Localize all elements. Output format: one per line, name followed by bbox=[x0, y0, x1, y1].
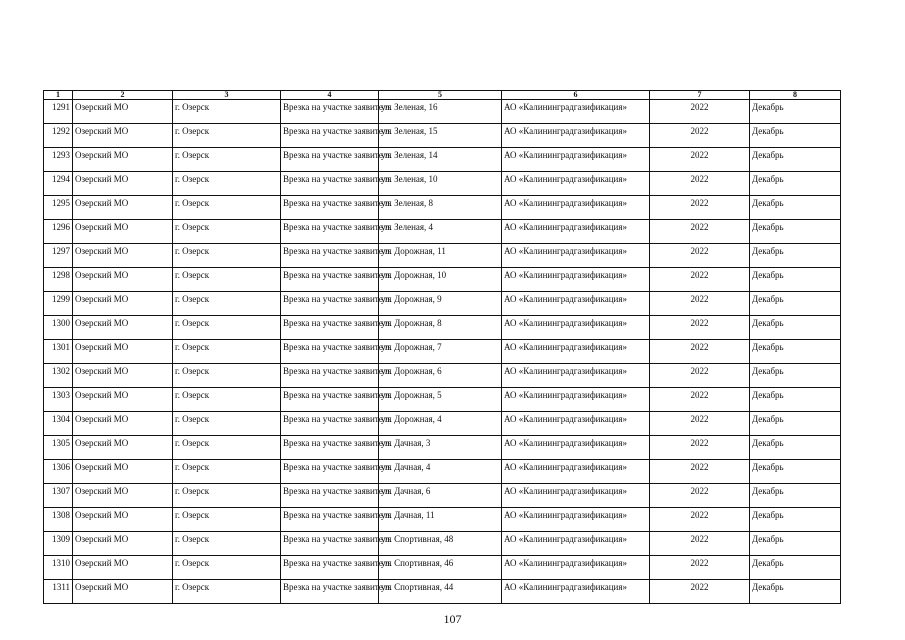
cell-address: ул. Зеленая, 8 bbox=[379, 196, 502, 220]
cell-locality: г. Озерск bbox=[173, 268, 281, 292]
cell-year: 2022 bbox=[650, 436, 750, 460]
cell-locality: г. Озерск bbox=[173, 244, 281, 268]
column-header: 7 bbox=[650, 91, 750, 100]
document-table bbox=[43, 90, 841, 604]
cell-work-type: Врезка на участке заявителя bbox=[281, 508, 379, 532]
table-row bbox=[44, 220, 841, 244]
cell-work-type: Врезка на участке заявителя bbox=[281, 100, 379, 124]
cell-locality: г. Озерск bbox=[173, 316, 281, 340]
cell-year: 2022 bbox=[650, 388, 750, 412]
cell-month: Декабрь bbox=[750, 292, 841, 316]
cell-row-number: 1295 bbox=[44, 196, 73, 220]
cell-locality: г. Озерск bbox=[173, 100, 281, 124]
cell-year: 2022 bbox=[650, 220, 750, 244]
cell-organization: АО «Калининградгазификация» bbox=[502, 484, 650, 508]
cell-row-number: 1305 bbox=[44, 436, 73, 460]
table-row bbox=[44, 412, 841, 436]
cell-locality: г. Озерск bbox=[173, 508, 281, 532]
cell-row-number: 1292 bbox=[44, 124, 73, 148]
cell-district: Озерский МО bbox=[73, 436, 173, 460]
column-header: 4 bbox=[281, 91, 379, 100]
cell-district: Озерский МО bbox=[73, 484, 173, 508]
cell-organization: АО «Калининградгазификация» bbox=[502, 100, 650, 124]
column-header: 5 bbox=[379, 91, 502, 100]
cell-address: ул. Дорожная, 10 bbox=[379, 268, 502, 292]
cell-address: ул. Зеленая, 4 bbox=[379, 220, 502, 244]
cell-year: 2022 bbox=[650, 460, 750, 484]
cell-row-number: 1294 bbox=[44, 172, 73, 196]
cell-year: 2022 bbox=[650, 316, 750, 340]
cell-month: Декабрь bbox=[750, 388, 841, 412]
cell-organization: АО «Калининградгазификация» bbox=[502, 124, 650, 148]
column-header: 2 bbox=[73, 91, 173, 100]
cell-year: 2022 bbox=[650, 244, 750, 268]
cell-year: 2022 bbox=[650, 100, 750, 124]
table-row bbox=[44, 196, 841, 220]
cell-district: Озерский МО bbox=[73, 532, 173, 556]
cell-month: Декабрь bbox=[750, 556, 841, 580]
cell-row-number: 1291 bbox=[44, 100, 73, 124]
table-row bbox=[44, 436, 841, 460]
cell-month: Декабрь bbox=[750, 532, 841, 556]
cell-year: 2022 bbox=[650, 556, 750, 580]
cell-address: ул. Дорожная, 5 bbox=[379, 388, 502, 412]
cell-work-type: Врезка на участке заявителя bbox=[281, 460, 379, 484]
table-row bbox=[44, 388, 841, 412]
cell-organization: АО «Калининградгазификация» bbox=[502, 268, 650, 292]
cell-locality: г. Озерск bbox=[173, 412, 281, 436]
cell-locality: г. Озерск bbox=[173, 340, 281, 364]
cell-month: Декабрь bbox=[750, 316, 841, 340]
cell-year: 2022 bbox=[650, 148, 750, 172]
cell-district: Озерский МО bbox=[73, 508, 173, 532]
cell-district: Озерский МО bbox=[73, 268, 173, 292]
cell-row-number: 1301 bbox=[44, 340, 73, 364]
cell-month: Декабрь bbox=[750, 172, 841, 196]
cell-address: ул. Дорожная, 6 bbox=[379, 364, 502, 388]
cell-address: ул. Дорожная, 11 bbox=[379, 244, 502, 268]
cell-organization: АО «Калининградгазификация» bbox=[502, 436, 650, 460]
cell-district: Озерский МО bbox=[73, 580, 173, 604]
cell-address: ул. Дачная, 3 bbox=[379, 436, 502, 460]
cell-district: Озерский МО bbox=[73, 148, 173, 172]
cell-organization: АО «Калининградгазификация» bbox=[502, 220, 650, 244]
cell-row-number: 1299 bbox=[44, 292, 73, 316]
cell-month: Декабрь bbox=[750, 508, 841, 532]
cell-organization: АО «Калининградгазификация» bbox=[502, 316, 650, 340]
table-row bbox=[44, 316, 841, 340]
cell-organization: АО «Калининградгазификация» bbox=[502, 412, 650, 436]
cell-organization: АО «Калининградгазификация» bbox=[502, 244, 650, 268]
cell-row-number: 1300 bbox=[44, 316, 73, 340]
header-row bbox=[44, 91, 841, 100]
cell-locality: г. Озерск bbox=[173, 292, 281, 316]
cell-month: Декабрь bbox=[750, 412, 841, 436]
cell-year: 2022 bbox=[650, 508, 750, 532]
cell-district: Озерский МО bbox=[73, 196, 173, 220]
cell-district: Озерский МО bbox=[73, 244, 173, 268]
cell-locality: г. Озерск bbox=[173, 580, 281, 604]
cell-work-type: Врезка на участке заявителя bbox=[281, 436, 379, 460]
cell-district: Озерский МО bbox=[73, 460, 173, 484]
cell-locality: г. Озерск bbox=[173, 172, 281, 196]
cell-district: Озерский МО bbox=[73, 292, 173, 316]
cell-address: ул. Зеленая, 14 bbox=[379, 148, 502, 172]
cell-work-type: Врезка на участке заявителя bbox=[281, 220, 379, 244]
cell-address: ул. Дорожная, 7 bbox=[379, 340, 502, 364]
cell-locality: г. Озерск bbox=[173, 532, 281, 556]
cell-row-number: 1307 bbox=[44, 484, 73, 508]
cell-organization: АО «Калининградгазификация» bbox=[502, 388, 650, 412]
column-header: 3 bbox=[173, 91, 281, 100]
cell-month: Декабрь bbox=[750, 580, 841, 604]
cell-address: ул. Дорожная, 8 bbox=[379, 316, 502, 340]
cell-month: Декабрь bbox=[750, 460, 841, 484]
table-row bbox=[44, 364, 841, 388]
cell-district: Озерский МО bbox=[73, 220, 173, 244]
cell-district: Озерский МО bbox=[73, 412, 173, 436]
cell-address: ул. Спортивная, 44 bbox=[379, 580, 502, 604]
cell-address: ул. Дачная, 11 bbox=[379, 508, 502, 532]
table-row bbox=[44, 532, 841, 556]
cell-month: Декабрь bbox=[750, 484, 841, 508]
cell-work-type: Врезка на участке заявителя bbox=[281, 196, 379, 220]
table-body bbox=[44, 100, 841, 604]
cell-month: Декабрь bbox=[750, 340, 841, 364]
cell-work-type: Врезка на участке заявителя bbox=[281, 244, 379, 268]
cell-month: Декабрь bbox=[750, 244, 841, 268]
cell-year: 2022 bbox=[650, 532, 750, 556]
cell-work-type: Врезка на участке заявителя bbox=[281, 124, 379, 148]
cell-row-number: 1302 bbox=[44, 364, 73, 388]
cell-organization: АО «Калининградгазификация» bbox=[502, 292, 650, 316]
cell-work-type: Врезка на участке заявителя bbox=[281, 268, 379, 292]
column-header: 1 bbox=[44, 91, 73, 100]
cell-district: Озерский МО bbox=[73, 556, 173, 580]
table-row bbox=[44, 340, 841, 364]
cell-district: Озерский МО bbox=[73, 340, 173, 364]
cell-month: Декабрь bbox=[750, 436, 841, 460]
cell-month: Декабрь bbox=[750, 196, 841, 220]
cell-year: 2022 bbox=[650, 196, 750, 220]
table-row bbox=[44, 244, 841, 268]
table-row bbox=[44, 172, 841, 196]
cell-row-number: 1297 bbox=[44, 244, 73, 268]
cell-work-type: Врезка на участке заявителя bbox=[281, 532, 379, 556]
cell-address: ул. Спортивная, 48 bbox=[379, 532, 502, 556]
cell-locality: г. Озерск bbox=[173, 460, 281, 484]
cell-district: Озерский МО bbox=[73, 124, 173, 148]
cell-organization: АО «Калининградгазификация» bbox=[502, 172, 650, 196]
table-row bbox=[44, 508, 841, 532]
cell-address: ул. Дорожная, 4 bbox=[379, 412, 502, 436]
cell-row-number: 1311 bbox=[44, 580, 73, 604]
cell-address: ул. Дачная, 4 bbox=[379, 460, 502, 484]
cell-locality: г. Озерск bbox=[173, 436, 281, 460]
cell-locality: г. Озерск bbox=[173, 484, 281, 508]
cell-month: Декабрь bbox=[750, 124, 841, 148]
table-row bbox=[44, 268, 841, 292]
cell-work-type: Врезка на участке заявителя bbox=[281, 556, 379, 580]
cell-row-number: 1304 bbox=[44, 412, 73, 436]
cell-district: Озерский МО bbox=[73, 364, 173, 388]
cell-row-number: 1296 bbox=[44, 220, 73, 244]
cell-year: 2022 bbox=[650, 292, 750, 316]
cell-address: ул. Зеленая, 15 bbox=[379, 124, 502, 148]
cell-district: Озерский МО bbox=[73, 172, 173, 196]
cell-work-type: Врезка на участке заявителя bbox=[281, 364, 379, 388]
cell-row-number: 1306 bbox=[44, 460, 73, 484]
cell-month: Декабрь bbox=[750, 364, 841, 388]
cell-work-type: Врезка на участке заявителя bbox=[281, 316, 379, 340]
table-row bbox=[44, 556, 841, 580]
page-number: 107 bbox=[443, 612, 462, 626]
cell-locality: г. Озерск bbox=[173, 388, 281, 412]
cell-address: ул. Спортивная, 46 bbox=[379, 556, 502, 580]
cell-row-number: 1309 bbox=[44, 532, 73, 556]
cell-district: Озерский МО bbox=[73, 316, 173, 340]
cell-year: 2022 bbox=[650, 364, 750, 388]
table-row bbox=[44, 124, 841, 148]
cell-year: 2022 bbox=[650, 580, 750, 604]
cell-month: Декабрь bbox=[750, 148, 841, 172]
cell-year: 2022 bbox=[650, 484, 750, 508]
cell-district: Озерский МО bbox=[73, 388, 173, 412]
cell-locality: г. Озерск bbox=[173, 364, 281, 388]
cell-locality: г. Озерск bbox=[173, 124, 281, 148]
cell-organization: АО «Калининградгазификация» bbox=[502, 196, 650, 220]
table-row bbox=[44, 484, 841, 508]
cell-work-type: Врезка на участке заявителя bbox=[281, 172, 379, 196]
cell-address: ул. Зеленая, 10 bbox=[379, 172, 502, 196]
cell-work-type: Врезка на участке заявителя bbox=[281, 412, 379, 436]
cell-work-type: Врезка на участке заявителя bbox=[281, 148, 379, 172]
cell-work-type: Врезка на участке заявителя bbox=[281, 484, 379, 508]
column-header: 6 bbox=[502, 91, 650, 100]
cell-row-number: 1303 bbox=[44, 388, 73, 412]
cell-organization: АО «Калининградгазификация» bbox=[502, 508, 650, 532]
cell-work-type: Врезка на участке заявителя bbox=[281, 580, 379, 604]
cell-organization: АО «Калининградгазификация» bbox=[502, 364, 650, 388]
cell-row-number: 1310 bbox=[44, 556, 73, 580]
cell-year: 2022 bbox=[650, 124, 750, 148]
cell-year: 2022 bbox=[650, 172, 750, 196]
table-row bbox=[44, 148, 841, 172]
table-row bbox=[44, 580, 841, 604]
cell-work-type: Врезка на участке заявителя bbox=[281, 388, 379, 412]
cell-month: Декабрь bbox=[750, 100, 841, 124]
cell-month: Декабрь bbox=[750, 220, 841, 244]
cell-locality: г. Озерск bbox=[173, 196, 281, 220]
cell-address: ул. Зеленая, 16 bbox=[379, 100, 502, 124]
cell-year: 2022 bbox=[650, 412, 750, 436]
cell-locality: г. Озерск bbox=[173, 220, 281, 244]
cell-district: Озерский МО bbox=[73, 100, 173, 124]
table-row bbox=[44, 460, 841, 484]
cell-work-type: Врезка на участке заявителя bbox=[281, 340, 379, 364]
column-header: 8 bbox=[750, 91, 841, 100]
cell-locality: г. Озерск bbox=[173, 148, 281, 172]
cell-organization: АО «Калининградгазификация» bbox=[502, 580, 650, 604]
cell-organization: АО «Калининградгазификация» bbox=[502, 532, 650, 556]
cell-organization: АО «Калининградгазификация» bbox=[502, 460, 650, 484]
cell-organization: АО «Калининградгазификация» bbox=[502, 556, 650, 580]
cell-organization: АО «Калининградгазификация» bbox=[502, 340, 650, 364]
table-row bbox=[44, 292, 841, 316]
table-row bbox=[44, 100, 841, 124]
cell-year: 2022 bbox=[650, 340, 750, 364]
cell-address: ул. Дорожная, 9 bbox=[379, 292, 502, 316]
cell-organization: АО «Калининградгазификация» bbox=[502, 148, 650, 172]
cell-year: 2022 bbox=[650, 268, 750, 292]
cell-work-type: Врезка на участке заявителя bbox=[281, 292, 379, 316]
cell-row-number: 1293 bbox=[44, 148, 73, 172]
cell-row-number: 1298 bbox=[44, 268, 73, 292]
cell-month: Декабрь bbox=[750, 268, 841, 292]
cell-address: ул. Дачная, 6 bbox=[379, 484, 502, 508]
cell-locality: г. Озерск bbox=[173, 556, 281, 580]
cell-row-number: 1308 bbox=[44, 508, 73, 532]
